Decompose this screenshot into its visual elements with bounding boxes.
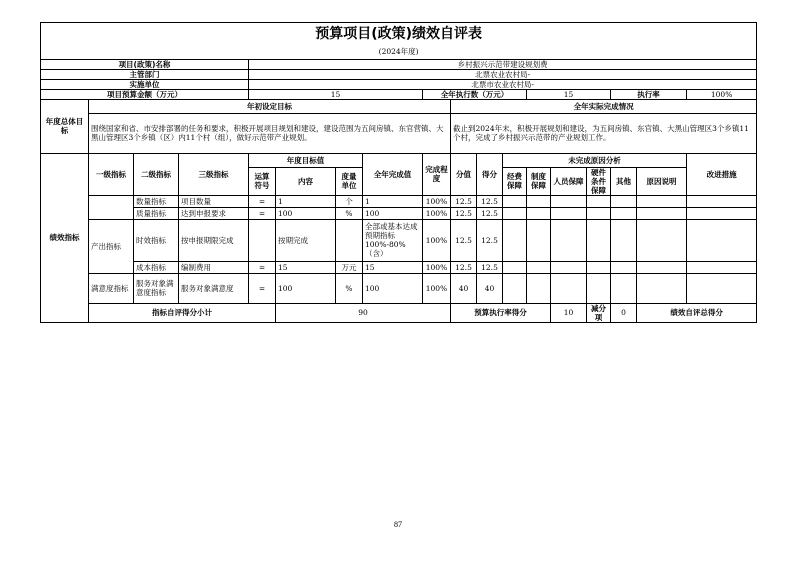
exec-value: 15 — [527, 89, 611, 99]
report-year: (2024年度) — [41, 45, 757, 59]
row-unit: 个 — [336, 195, 363, 207]
empty-cell — [527, 207, 551, 219]
reason-hardware-header: 硬件条件保障 — [587, 167, 611, 195]
budget-rate-label: 预算执行率得分 — [451, 303, 551, 322]
subtotal-value: 90 — [276, 303, 451, 322]
empty-cell — [637, 273, 687, 303]
row-degree: 100% — [423, 273, 451, 303]
initial-goal-header: 年初设定目标 — [89, 99, 451, 113]
empty-cell — [687, 273, 757, 303]
empty-cell — [587, 207, 611, 219]
deduct-value: 0 — [611, 303, 637, 322]
reason-explain-header: 原因说明 — [637, 167, 687, 195]
row-unit: % — [336, 273, 363, 303]
row-unit — [336, 219, 363, 261]
empty-cell — [527, 273, 551, 303]
reason-staff-header: 人员保障 — [551, 167, 587, 195]
row-op: = — [249, 273, 276, 303]
page-title: 预算项目(政策)绩效自评表 — [41, 23, 757, 46]
evaluation-table — [40, 22, 757, 323]
deduct-label: 减分项 — [587, 303, 611, 322]
unit-header: 度量单位 — [336, 167, 363, 195]
improve-header: 改进措施 — [687, 153, 757, 195]
empty-cell — [637, 195, 687, 207]
row-got: 12.5 — [477, 207, 503, 219]
empty-cell — [551, 219, 587, 261]
reason-group-header: 未完成原因分析 — [503, 153, 687, 167]
page-number: 87 — [394, 520, 402, 529]
row-score: 40 — [451, 273, 477, 303]
row-level3: 服务对象满意度 — [179, 273, 249, 303]
op-header: 运算符号 — [249, 167, 276, 195]
reason-system-header: 制度保障 — [527, 167, 551, 195]
empty-cell — [503, 273, 527, 303]
row-score: 12.5 — [451, 195, 477, 207]
dept-value: 北票农业农村局- — [249, 69, 757, 79]
empty-cell — [527, 195, 551, 207]
row-actual: 100 — [363, 207, 423, 219]
empty-cell — [687, 207, 757, 219]
row-actual: 1 — [363, 195, 423, 207]
row-content: 按期完成 — [276, 219, 336, 261]
row-level3: 编制费用 — [179, 261, 249, 273]
empty-cell — [551, 273, 587, 303]
empty-cell — [551, 207, 587, 219]
empty-cell — [503, 195, 527, 207]
actual-status-header: 全年实际完成情况 — [451, 99, 757, 113]
empty-cell — [551, 195, 587, 207]
row-got: 40 — [477, 273, 503, 303]
row-content: 100 — [276, 207, 336, 219]
row-degree: 100% — [423, 207, 451, 219]
row-got: 12.5 — [477, 261, 503, 273]
row-level3: 项目数量 — [179, 195, 249, 207]
row-score: 12.5 — [451, 219, 477, 261]
row-op — [249, 219, 276, 261]
row-level2: 服务对象满意度指标 — [134, 273, 179, 303]
row-level2: 质量指标 — [134, 207, 179, 219]
impl-unit-value: 北票市农业农村局- — [249, 79, 757, 89]
budget-rate-value: 10 — [551, 303, 587, 322]
row-op: = — [249, 261, 276, 273]
project-name-label: 项目(政策)名称 — [41, 59, 249, 69]
exec-label: 全年执行数（万元） — [423, 89, 527, 99]
project-name-value: 乡村振兴示范带建设规划费 — [249, 59, 757, 69]
level3-header: 三级指标 — [179, 153, 249, 195]
score-header: 分值 — [451, 153, 477, 195]
row-actual: 100 — [363, 273, 423, 303]
empty-cell — [587, 273, 611, 303]
row-level2: 成本指标 — [134, 261, 179, 273]
empty-cell — [503, 261, 527, 273]
actual-header: 全年完成值 — [363, 153, 423, 195]
empty-cell — [503, 219, 527, 261]
row-level2: 时效指标 — [134, 219, 179, 261]
empty-cell — [637, 207, 687, 219]
empty-cell — [687, 261, 757, 273]
row-degree: 100% — [423, 195, 451, 207]
empty-cell — [503, 207, 527, 219]
target-group-header: 年度目标值 — [249, 153, 363, 167]
row-content: 15 — [276, 261, 336, 273]
satisfaction-indicator-label: 满意度指标 — [89, 273, 134, 303]
impl-unit-label: 实施单位 — [41, 79, 249, 89]
row-actual: 全部或基本达成预期指标100%-80%（含） — [363, 219, 423, 261]
empty-cell — [587, 261, 611, 273]
empty-cell — [611, 219, 637, 261]
empty-cell — [611, 273, 637, 303]
row-got: 12.5 — [477, 219, 503, 261]
reason-other-header: 其他 — [611, 167, 637, 195]
empty-cell — [527, 261, 551, 273]
actual-status-text: 截止到2024年末，积极开展规划和建设，为五间房镇、东官镇、大黑山管理区3个乡镇11个村，完成了乡村振兴示范带的产业规划工作。 — [451, 113, 757, 153]
row-content: 1 — [276, 195, 336, 207]
row-content: 100 — [276, 273, 336, 303]
row-level2: 数量指标 — [134, 195, 179, 207]
empty-cell — [637, 261, 687, 273]
row-level3: 按申报期限完成 — [179, 219, 249, 261]
empty-cell — [687, 195, 757, 207]
subtotal-label: 指标自评得分小计 — [89, 303, 276, 322]
row-got: 12.5 — [477, 195, 503, 207]
empty-cell — [611, 195, 637, 207]
level2-header: 二级指标 — [134, 153, 179, 195]
row-score: 12.5 — [451, 261, 477, 273]
perf-indicator-label: 绩效指标 — [41, 153, 89, 322]
exec-rate-label: 执行率 — [611, 89, 687, 99]
exec-rate-value: 100% — [687, 89, 757, 99]
empty-cell — [611, 261, 637, 273]
total-label: 绩效自评总得分 — [637, 303, 757, 322]
row-op: = — [249, 207, 276, 219]
row-actual: 15 — [363, 261, 423, 273]
empty-cell — [637, 219, 687, 261]
level1-header: 一级指标 — [89, 153, 134, 195]
row-unit: 万元 — [336, 261, 363, 273]
overall-goal-label: 年度总体目标 — [41, 99, 89, 153]
dept-label: 主管部门 — [41, 69, 249, 79]
reason-fund-header: 经费保障 — [503, 167, 527, 195]
got-header: 得分 — [477, 153, 503, 195]
budget-label: 项目预算金额（万元） — [41, 89, 249, 99]
degree-header: 完成程度 — [423, 153, 451, 195]
empty-cell — [687, 219, 757, 261]
blank-level1-cell — [89, 195, 134, 219]
budget-value: 15 — [249, 89, 423, 99]
empty-cell — [587, 195, 611, 207]
row-degree: 100% — [423, 219, 451, 261]
initial-goal-text: 围绕国家和省、市安排部署的任务和要求，积极开展项目规划和建设，建设范围为五间房镇、东官营镇、大黑山管理区3个乡镇（区）内11个村（组），做好示范带产业规划。 — [89, 113, 451, 153]
row-op: = — [249, 195, 276, 207]
empty-cell — [587, 219, 611, 261]
row-degree: 100% — [423, 261, 451, 273]
empty-cell — [551, 261, 587, 273]
row-score: 12.5 — [451, 207, 477, 219]
evaluation-sheet — [40, 22, 756, 323]
output-indicator-label: 产出指标 — [89, 219, 134, 273]
empty-cell — [611, 207, 637, 219]
empty-cell — [527, 219, 551, 261]
content-header: 内容 — [276, 167, 336, 195]
row-unit: % — [336, 207, 363, 219]
row-level3: 达到申报要求 — [179, 207, 249, 219]
